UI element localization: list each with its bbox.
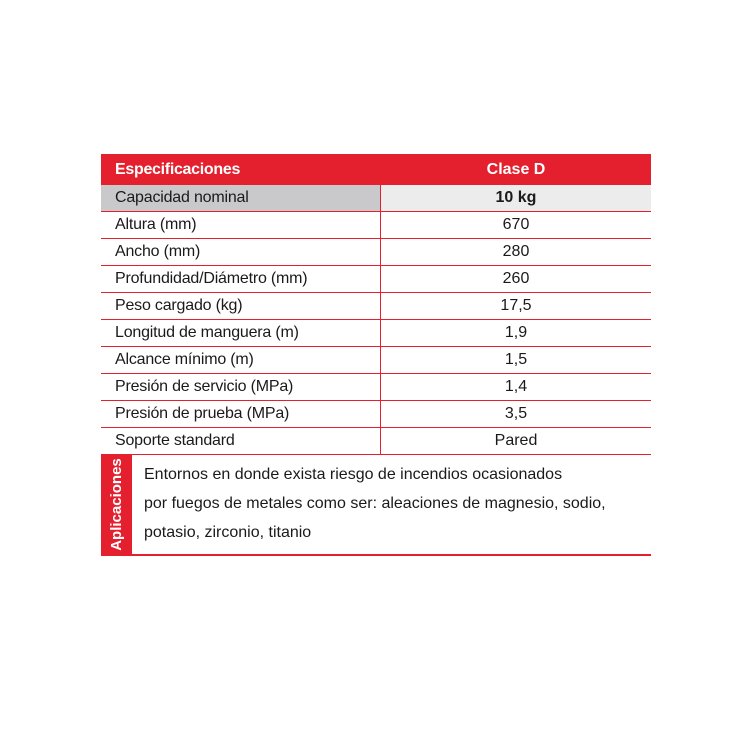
row-value: 1,9 bbox=[504, 324, 528, 341]
row-value: 670 bbox=[502, 216, 530, 233]
row-value: 17,5 bbox=[500, 297, 532, 314]
applications-line: por fuegos de metales como ser: aleaciones de magnesio, sodio, bbox=[144, 495, 606, 512]
row-label: Soporte standard bbox=[101, 428, 381, 454]
table-row bbox=[101, 185, 651, 212]
applications-line: potasio, zirconio, titanio bbox=[144, 524, 312, 541]
applications-text bbox=[132, 455, 651, 554]
row-value: 1,5 bbox=[504, 351, 528, 368]
applications-section bbox=[101, 455, 651, 556]
applications-tab bbox=[101, 455, 132, 554]
applications-label: Aplicaciones bbox=[108, 458, 126, 551]
table-row bbox=[101, 239, 651, 266]
table-row bbox=[101, 347, 651, 374]
row-label: Peso cargado (kg) bbox=[101, 293, 381, 319]
row-label: Presión de prueba (MPa) bbox=[101, 401, 381, 427]
row-value: 3,5 bbox=[504, 405, 528, 422]
row-label: Profundidad/Diámetro (mm) bbox=[101, 266, 381, 292]
row-value: 280 bbox=[502, 243, 530, 260]
table-row bbox=[101, 266, 651, 293]
table-row bbox=[101, 320, 651, 347]
table-row bbox=[101, 374, 651, 401]
row-label: Alcance mínimo (m) bbox=[101, 347, 381, 373]
table-row bbox=[101, 401, 651, 428]
row-value: 1,4 bbox=[504, 378, 528, 395]
table-row bbox=[101, 212, 651, 239]
row-value: 260 bbox=[502, 270, 530, 287]
header-class: Clase D bbox=[486, 160, 546, 178]
row-value: 10 kg bbox=[381, 185, 651, 211]
row-label: Longitud de manguera (m) bbox=[101, 320, 381, 346]
table-row bbox=[101, 428, 651, 455]
row-label: Ancho (mm) bbox=[101, 239, 381, 265]
row-label: Altura (mm) bbox=[101, 212, 381, 238]
table-header bbox=[101, 154, 651, 185]
row-label: Presión de servicio (MPa) bbox=[101, 374, 381, 400]
applications-line: Entornos en donde exista riesgo de incendios ocasionados bbox=[144, 466, 563, 483]
spec-table bbox=[101, 154, 651, 556]
table-row bbox=[101, 293, 651, 320]
row-label: Capacidad nominal bbox=[101, 185, 381, 211]
header-specifications: Especificaciones bbox=[115, 160, 241, 178]
row-value: Pared bbox=[494, 432, 538, 449]
